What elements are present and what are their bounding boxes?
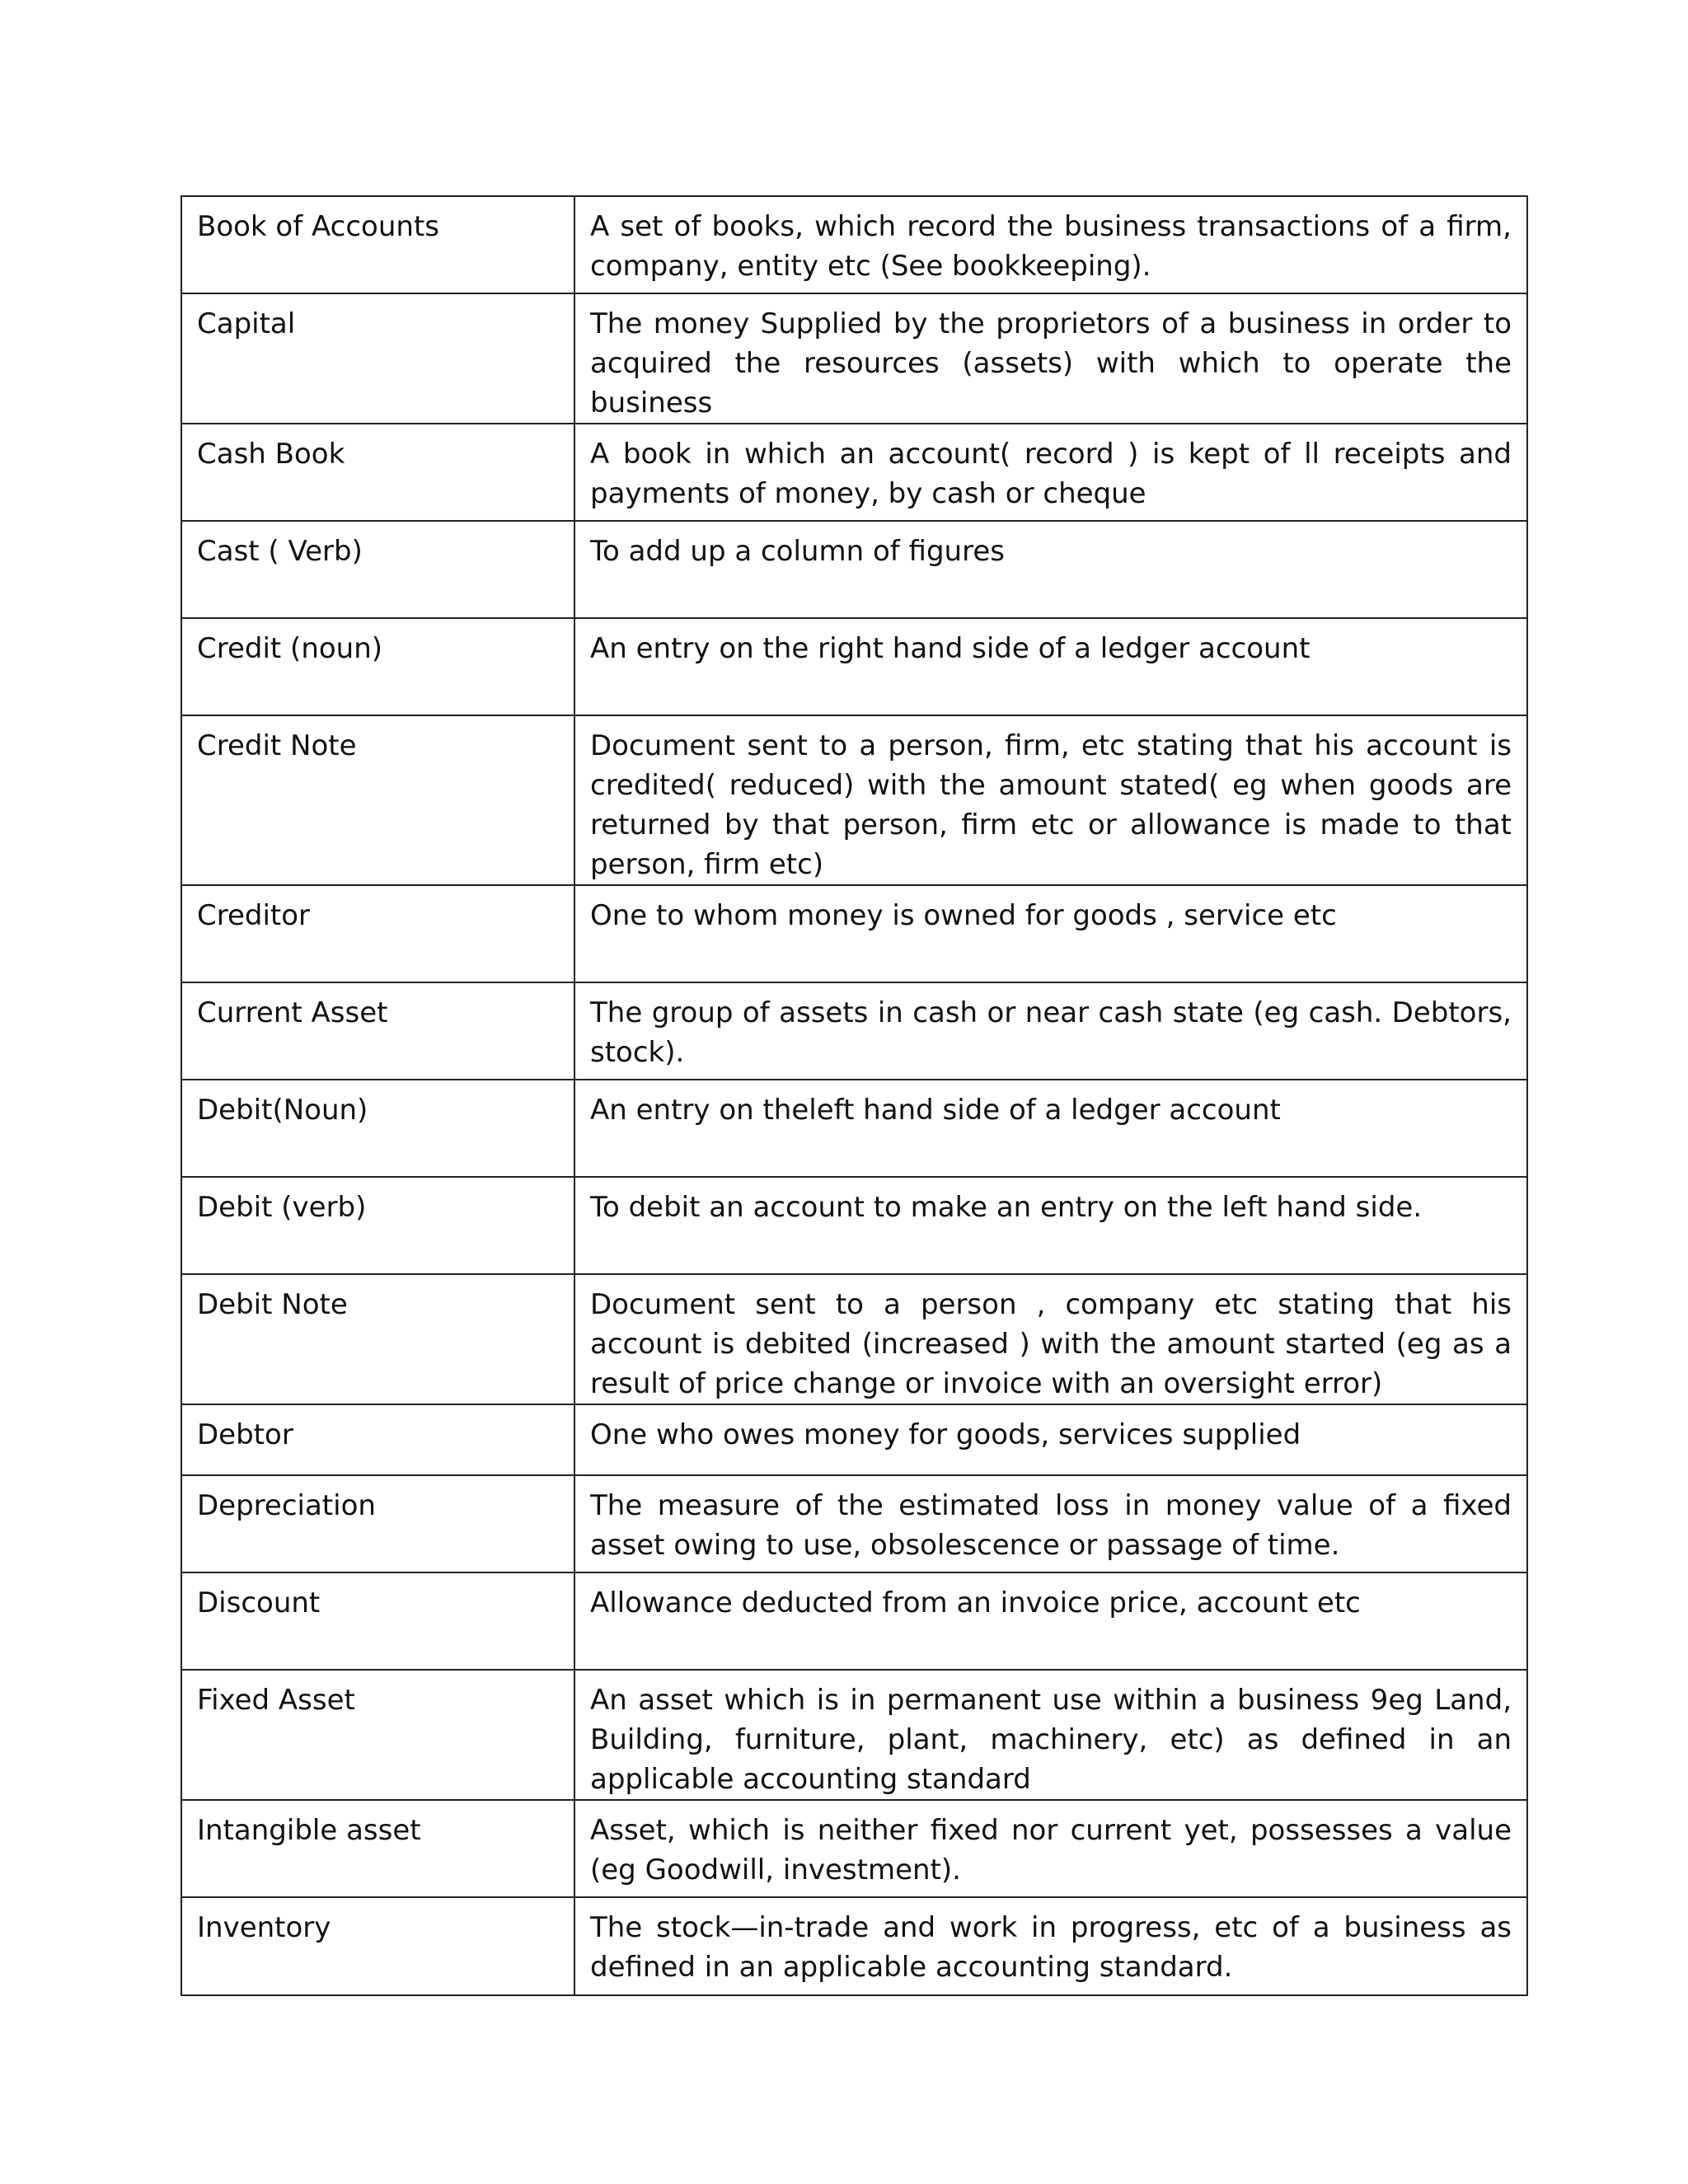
term-cell: Discount [181, 1572, 574, 1670]
definition-cell: Document sent to a person , company etc stating that his account is debited (increased ) with the amount started (eg as a result of price change or invoice with an oversight error) [574, 1274, 1527, 1404]
table-row [181, 1404, 1527, 1475]
table-row [181, 982, 1527, 1080]
definition-cell: The group of assets in cash or near cash state (eg cash. Debtors, stock). [574, 982, 1527, 1080]
glossary-table [181, 195, 1528, 1996]
table-row [181, 1897, 1527, 1995]
term-cell: Current Asset [181, 982, 574, 1080]
table-row [181, 715, 1527, 885]
table-row [181, 424, 1527, 521]
term-cell: Cast ( Verb) [181, 521, 574, 618]
term-cell: Debtor [181, 1404, 574, 1475]
term-cell: Debit (verb) [181, 1177, 574, 1274]
table-row [181, 1177, 1527, 1274]
definition-cell: An asset which is in permanent use within a business 9eg Land, Building, furniture, plant, machinery, etc) as defined in an applicable accounting standard [574, 1670, 1527, 1800]
definition-cell: Document sent to a person, firm, etc stating that his account is credited( reduced) with the amount stated( eg when goods are returned by that person, firm etc or allowance is made to that person, firm etc) [574, 715, 1527, 885]
definition-cell: The measure of the estimated loss in money value of a fixed asset owing to use, obsolescence or passage of time. [574, 1475, 1527, 1572]
definition-cell: To debit an account to make an entry on the left hand side. [574, 1177, 1527, 1274]
definition-cell: An entry on the right hand side of a ledger account [574, 618, 1527, 715]
glossary-body [181, 196, 1527, 1995]
table-row [181, 1572, 1527, 1670]
table-row [181, 1800, 1527, 1897]
table-row [181, 618, 1527, 715]
definition-cell: To add up a column of figures [574, 521, 1527, 618]
table-row [181, 885, 1527, 982]
term-cell: Debit Note [181, 1274, 574, 1404]
table-row [181, 1080, 1527, 1177]
table-row [181, 1274, 1527, 1404]
term-cell: Credit (noun) [181, 618, 574, 715]
term-cell: Credit Note [181, 715, 574, 885]
table-row [181, 1670, 1527, 1800]
term-cell: Creditor [181, 885, 574, 982]
term-cell: Fixed Asset [181, 1670, 574, 1800]
definition-cell: The stock—in-trade and work in progress, etc of a business as defined in an applicable accounting standard. [574, 1897, 1527, 1995]
term-cell: Book of Accounts [181, 196, 574, 293]
term-cell: Cash Book [181, 424, 574, 521]
term-cell: Intangible asset [181, 1800, 574, 1897]
table-row [181, 293, 1527, 424]
definition-cell: Allowance deducted from an invoice price, account etc [574, 1572, 1527, 1670]
table-row [181, 1475, 1527, 1572]
definition-cell: A set of books, which record the business transactions of a firm, company, entity etc (See bookkeeping). [574, 196, 1527, 293]
definition-cell: Asset, which is neither fixed nor current yet, possesses a value (eg Goodwill, investment). [574, 1800, 1527, 1897]
definition-cell: An entry on theleft hand side of a ledger account [574, 1080, 1527, 1177]
definition-cell: One to whom money is owned for goods , service etc [574, 885, 1527, 982]
definition-cell: The money Supplied by the proprietors of a business in order to acquired the resources (assets) with which to operate the business [574, 293, 1527, 424]
definition-cell: One who owes money for goods, services supplied [574, 1404, 1527, 1475]
table-row [181, 196, 1527, 293]
term-cell: Capital [181, 293, 574, 424]
term-cell: Inventory [181, 1897, 574, 1995]
table-row [181, 521, 1527, 618]
definition-cell: A book in which an account( record ) is kept of ll receipts and payments of money, by cash or cheque [574, 424, 1527, 521]
term-cell: Depreciation [181, 1475, 574, 1572]
term-cell: Debit(Noun) [181, 1080, 574, 1177]
